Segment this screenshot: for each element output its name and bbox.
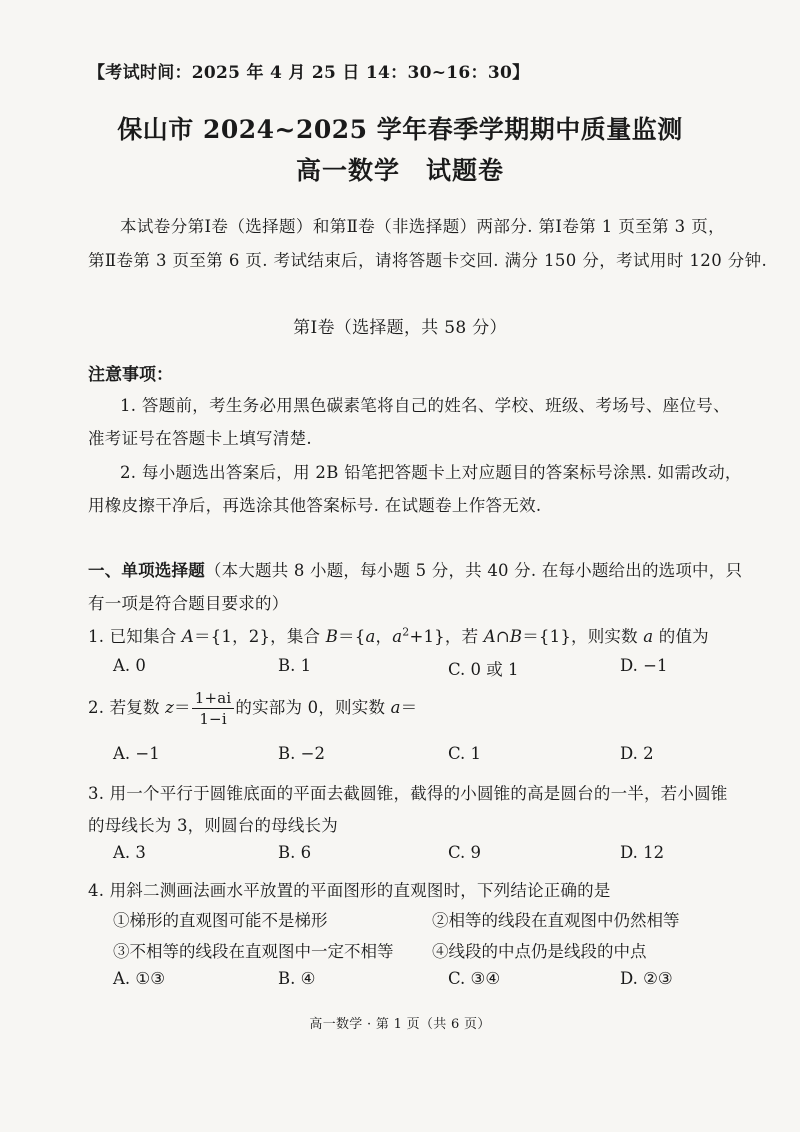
q3-option-c: C. 9 [448,843,482,862]
q1-option-b: B. 1 [278,656,312,675]
q1-option-c: C. 0 或 1 [448,660,519,679]
section1-desc-1: （本大题共 8 小题，每小题 5 分，共 40 分. 在每小题给出的选项中，只 [204,561,743,580]
section1-heading-line [88,557,742,581]
page-footer: 高一数学 · 第 1 页（共 6 页） [309,1017,491,1032]
q2-option-a: A. −1 [113,744,160,763]
section1-desc-2: 有一项是符合题目要求的） [88,594,289,613]
exam-time: 【考试时间：2025 年 4 月 25 日 14：30~16：30】 [88,63,530,83]
q2-option-b: B. −2 [278,744,325,763]
q3-option-b: B. 6 [278,843,312,862]
q4-option-b: B. ④ [278,969,316,988]
q2-option-c: C. 1 [448,744,482,763]
q1-option-d: D. −1 [620,656,668,675]
q3-option-a: A. 3 [113,843,146,862]
q4-statement-3: ③不相等的线段在直观图中一定不相等 [113,942,394,961]
part1-title: 第Ⅰ卷（选择题，共 58 分） [293,318,507,338]
question-3-line-2: 的母线长为 3，则圆台的母线长为 [88,816,338,835]
intro-line-1: 本试卷分第Ⅰ卷（选择题）和第Ⅱ卷（非选择题）两部分. 第Ⅰ卷第 1 页至第 3 页， [120,217,726,236]
notes-heading: 注意事项： [88,365,173,385]
exam-subtitle [0,151,800,187]
paper-label: 试题卷 [426,156,505,185]
question-4-stem: 4. 用斜二测画法画水平放置的平面图形的直观图时，下列结论正确的是 [88,881,611,900]
q4-option-d: D. ②③ [620,969,673,988]
q1-option-a: A. 0 [113,656,146,675]
note-2-line-2: 用橡皮擦干净后，再选涂其他答案标号. 在试题卷上作答无效. [88,496,542,515]
fraction-denominator: 1−i [199,710,227,728]
q4-statement-4: ④线段的中点仍是线段的中点 [432,942,647,961]
complex-fraction [192,688,235,729]
q3-option-d: D. 12 [620,843,665,862]
note-2-line-1: 2. 每小题选出答案后，用 2B 铅笔把答题卡上对应题目的答案标号涂黑. 如需改动， [120,463,742,482]
fraction-numerator: 1+ai [192,688,235,709]
note-1-line-1: 1. 答题前，考生务必用黑色碳素笔将自己的姓名、学校、班级、考场号、座位号、 [120,396,730,415]
section1-heading: 一、单项选择题 [88,561,205,580]
q4-option-a: A. ①③ [113,969,165,988]
q4-statement-1: ①梯形的直观图可能不是梯形 [113,911,328,930]
question-3-line-1: 3. 用一个平行于圆锥底面的平面去截圆锥，截得的小圆锥的高是圆台的一半，若小圆锥 [88,784,728,803]
question-1-stem: 1. 已知集合 A＝{1，2}，集合 B＝{a，$a^2+1$}，若 A∩B＝{1}，则实数 a 的值为 [88,625,709,646]
q4-statement-2: ②相等的线段在直观图中仍然相等 [432,911,680,930]
q2-option-d: D. 2 [620,744,654,763]
exam-title: 保山市 2024~2025 学年春季学期期中质量监测 [117,115,683,144]
subject-label: 高一数学 [295,156,400,185]
note-1-line-2: 准考证号在答题卡上填写清楚. [88,429,312,448]
intro-line-2: 第Ⅱ卷第 3 页至第 6 页. 考试结束后，请将答题卡交回. 满分 150 分，考试用时 120 分钟. [88,251,768,270]
question-2-stem: 2. 若复数 z＝ $\frac{1+ai}{1-i}$ 的实部为 0，则实数 a＝ [88,689,418,728]
q4-option-c: C. ③④ [448,969,501,988]
